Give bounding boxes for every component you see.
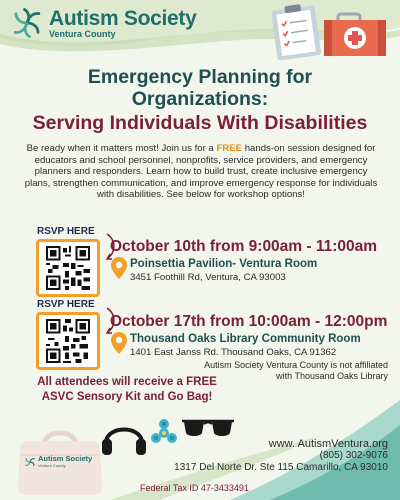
rsvp-qr-code-2[interactable] xyxy=(36,312,100,370)
sunglasses-icon xyxy=(180,418,236,438)
clipboard-icon xyxy=(272,4,321,60)
logo-title: Autism Society xyxy=(49,6,197,30)
session-1-date: October 10th from 9:00am - 11:00am xyxy=(110,238,378,255)
page-title-line1: Emergency Planning for xyxy=(87,66,313,88)
intro-text-end: hands-on session designed for educators and school personnel, nonprofits, service providers, and emergency planners and responders. Learn how to build trust, create inclusive emergency plans, strengthen communication, and improve emergency response for individuals with disabilities. See below for workshop options! xyxy=(24,143,378,201)
intro-text-start: Be ready when it matters most! Join us for a xyxy=(26,143,217,154)
session-2-address: 1401 East Janss Rd. Thousand Oaks, CA 91362 xyxy=(130,347,337,358)
promo-line-1: All attendees will receive a FREE xyxy=(37,376,217,388)
note-line-1: Autism Society Ventura County is not affiliated xyxy=(204,360,388,370)
organization-logo xyxy=(10,6,197,40)
free-highlight: FREE xyxy=(216,143,243,154)
contact-footer xyxy=(174,438,388,474)
website-link[interactable]: www. AutismVentura.org xyxy=(268,438,388,450)
promo-banner xyxy=(12,375,242,405)
rsvp-qr-code-1[interactable] xyxy=(36,239,100,297)
headphones-icon xyxy=(100,415,148,459)
mailing-address: 1317 Del Norte Dr. Ste 115 Camarillo, CA 93010 xyxy=(174,462,388,473)
session-1-venue: Poinsettia Pavilion- Ventura Room xyxy=(130,258,318,270)
session-2-date: October 17th from 10:00am - 12:00pm xyxy=(110,313,388,330)
bag-logo-title: Autism Society xyxy=(38,454,93,463)
session-1-address: 3451 Foothill Rd, Ventura, CA 93003 xyxy=(130,272,286,283)
location-pin-icon xyxy=(111,332,127,354)
federal-tax-id: Federal Tax ID 47-3433491 xyxy=(140,483,249,493)
rsvp-label-1: RSVP HERE xyxy=(37,226,95,237)
title-block xyxy=(14,66,386,135)
intro-paragraph xyxy=(22,143,380,201)
bag-logo xyxy=(24,455,92,468)
qr-code-icon xyxy=(43,319,93,363)
phone-number: (805) 302-9076 xyxy=(319,450,388,461)
emergency-kit-illustration xyxy=(272,2,390,60)
logo-subtitle: Ventura County xyxy=(49,28,116,39)
bag-logo-subtitle: Ventura County xyxy=(38,463,66,468)
qr-code-icon xyxy=(43,246,93,290)
page-subtitle: Serving Individuals With Disabilities xyxy=(32,112,368,134)
page-title-line2: Organizations: xyxy=(131,88,269,110)
autism-society-logo-icon xyxy=(10,6,44,40)
location-pin-icon xyxy=(111,257,127,279)
autism-society-logo-icon xyxy=(24,456,36,468)
rsvp-label-2: RSVP HERE xyxy=(37,299,95,310)
session-2-venue: Thousand Oaks Library Community Room xyxy=(130,333,361,345)
promo-line-2: ASVC Sensory Kit and Go Bag! xyxy=(41,391,213,403)
note-line-2: with Thousand Oaks Library xyxy=(276,371,388,381)
first-aid-kit-icon xyxy=(324,14,386,56)
